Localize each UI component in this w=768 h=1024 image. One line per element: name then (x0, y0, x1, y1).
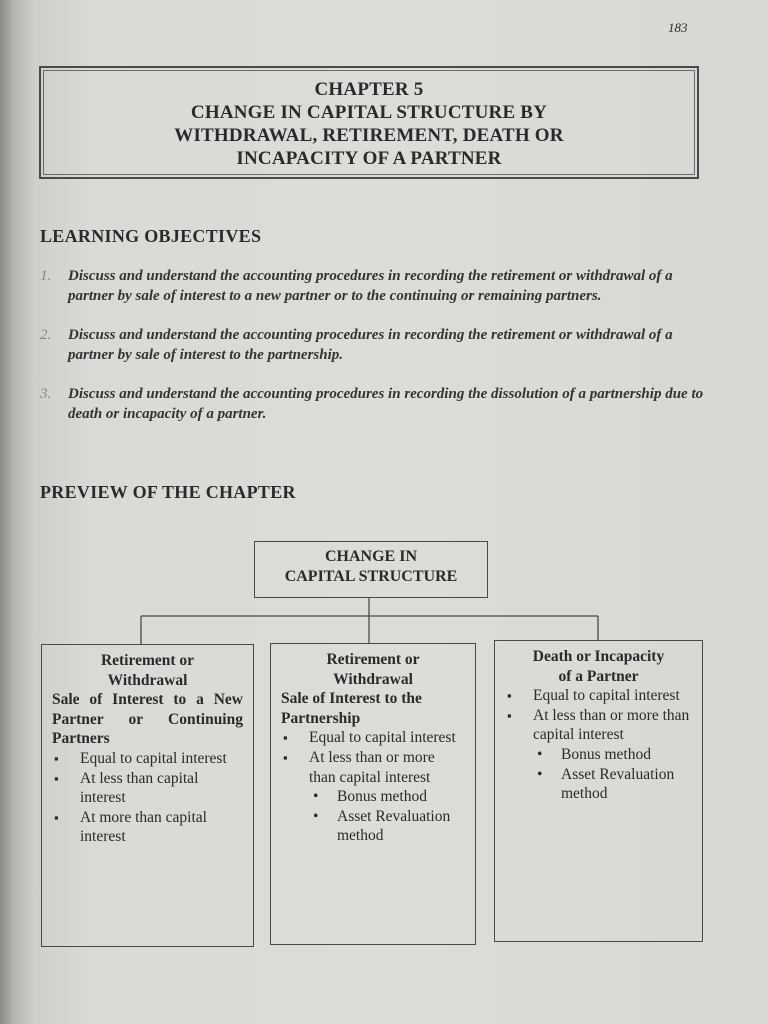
box-subheading: Sale of Interest to the Partnership (281, 690, 422, 727)
method-item: • Bonus method (533, 745, 692, 765)
method-item: • Asset Revaluation method (309, 807, 465, 846)
diagram-box-sale-to-partnership (270, 643, 476, 945)
objective-number: 1. (40, 268, 52, 284)
objective-text: Discuss and understand the accounting procedures in recording the dissolution of a partnership due to death or incapacity of a partner. (68, 386, 704, 422)
option-item (281, 748, 465, 846)
box-heading-line: of a Partner (558, 667, 639, 685)
diagram-box-sale-to-partners (41, 644, 254, 947)
box-subheading: Sale of Interest to a New Partner or Continuing Partners (52, 691, 243, 748)
option-item: ▪ Equal to capital interest (281, 728, 465, 748)
method-list (309, 787, 465, 846)
option-item-text: At less than or more than capital interest (533, 706, 690, 744)
option-item: ▪ Equal to capital interest (52, 749, 243, 769)
chapter-title-line-3: INCAPACITY OF A PARTNER (236, 148, 502, 169)
method-item: • Bonus method (309, 787, 465, 807)
objective-text: Discuss and understand the accounting procedures in recording the retirement or withdrawal of a partner by sale of interest to a new partner or to the continuing or remaining partners. (68, 268, 673, 304)
option-item (505, 706, 692, 804)
option-list (281, 728, 465, 846)
box-heading-line: Retirement or (100, 652, 195, 669)
objective-number: 3. (40, 386, 52, 402)
option-item: ▪ Equal to capital interest (505, 686, 692, 706)
objective-number: 2. (40, 327, 52, 343)
root-line-2: CAPITAL STRUCTURE (284, 568, 458, 585)
option-list (505, 686, 692, 804)
box-heading-line: Withdrawal (107, 671, 188, 689)
diagram-root-box (254, 541, 488, 598)
option-item: ▪ At less than capital interest (52, 769, 243, 808)
chapter-title-line-1: CHANGE IN CAPITAL STRUCTURE BY (190, 102, 548, 123)
diagram-box-death-incapacity (494, 640, 703, 942)
option-list (52, 749, 243, 847)
method-list (533, 745, 692, 804)
option-item-text: At less than or more than capital interest (309, 748, 435, 786)
box-heading-line: Withdrawal (333, 670, 413, 688)
objective-text: Discuss and understand the accounting procedures in recording the retirement or withdrawal of a partner by sale of interest to the partnership. (68, 327, 673, 363)
root-line-1: CHANGE IN (324, 548, 417, 565)
learning-objectives-heading: LEARNING OBJECTIVES (40, 226, 262, 246)
box-heading-line: Death or Incapacity (532, 648, 665, 665)
chapter-title-line-2: WITHDRAWAL, RETIREMENT, DEATH OR (174, 125, 564, 146)
page-number: 183 (668, 20, 688, 35)
preview-heading: PREVIEW OF THE CHAPTER (40, 482, 296, 502)
method-item: • Asset Revaluation method (533, 765, 692, 804)
chapter-number: CHAPTER 5 (314, 79, 424, 100)
box-heading-line: Retirement or (326, 651, 420, 668)
option-item: ▪ At more than capital interest (52, 808, 243, 847)
